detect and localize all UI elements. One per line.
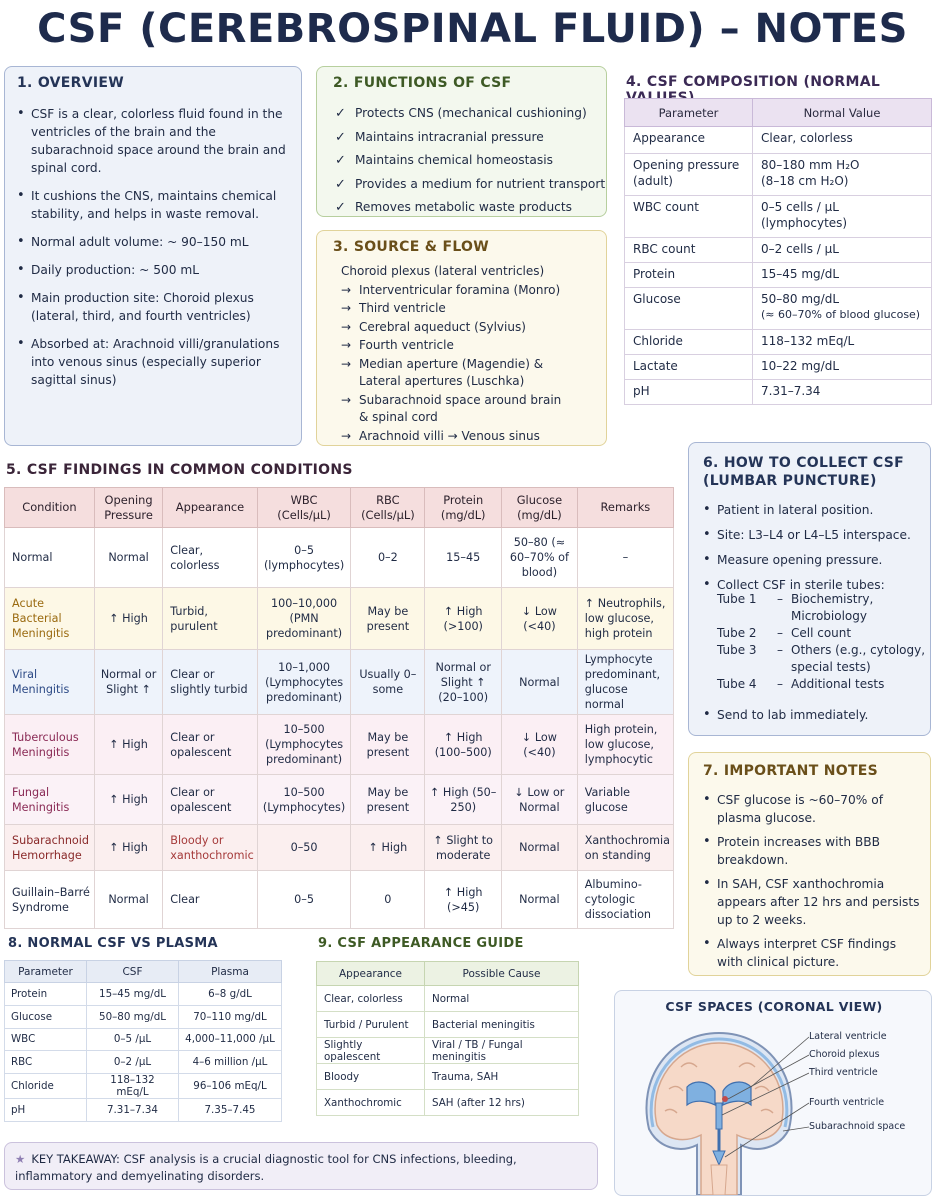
flow-step: → Interventricular foramina (Monro) (341, 282, 603, 300)
table-cell: Clear or slightly turbid (163, 650, 257, 715)
overview-box (4, 66, 302, 446)
table-cell: pH (5, 1099, 87, 1122)
table-cell: High protein, low glucose, lymphocytic (577, 715, 673, 775)
takeaway-body: CSF analysis is a crucial diagnostic tool for CNS infections, bleeding, inflammatory and demyelinating disorders. (15, 1152, 517, 1183)
lumbar-subtitle: (LUMBAR PUNCTURE) (703, 473, 877, 489)
table-row (625, 154, 932, 196)
table-row (625, 196, 932, 238)
table-cell: Viral / TB / Fungal meningitis (425, 1038, 579, 1064)
table-cell: ↑ High (100–500) (425, 715, 502, 775)
table-cell: 80–180 mm H₂O (8–18 cm H₂O) (753, 154, 932, 196)
table-row (317, 986, 579, 1012)
table-cell: Normal (94, 528, 162, 588)
plasma-table (4, 960, 282, 1122)
table-cell: 50–80 mg/dL (≈ 60–70% of blood glucose) (753, 288, 932, 330)
table-cell: ↑ Neutrophils, low glucose, high protein (577, 588, 673, 650)
table-row (625, 238, 932, 263)
table-cell: 0–2 /µL (87, 1051, 179, 1074)
table-row (5, 1051, 282, 1074)
table-cell: 15–45 mg/dL (753, 263, 932, 288)
takeaway-text (15, 1151, 585, 1185)
flow-list (341, 263, 603, 445)
table-cell: Clear, colorless (753, 127, 932, 154)
spinal-cord (711, 1165, 727, 1195)
table-cell: ↑ High (351, 825, 425, 871)
label-choroid-plexus: Choroid plexus (809, 1049, 880, 1060)
list-item: • Measure opening pressure. (701, 551, 925, 569)
table-cell: Bacterial meningitis (425, 1012, 579, 1038)
brain-coronal-diagram (629, 1019, 809, 1195)
list-item: • Send to lab immediately. (701, 706, 925, 724)
page-title: CSF (CEREBROSPINAL FLUID) – NOTES (37, 6, 908, 52)
takeaway-label: KEY TAKEAWAY: (31, 1152, 120, 1166)
lumbar-list (701, 501, 925, 594)
table-cell: 100–10,000 (PMN predominant) (257, 588, 351, 650)
table-cell: Bloody (317, 1064, 425, 1090)
table-cell: 7.31–7.34 (753, 380, 932, 405)
tube-row: Tube 1 – Biochemistry, Microbiology (717, 592, 874, 623)
arrow-icon: → (341, 392, 352, 407)
table-cell: 0–5 /µL (87, 1028, 179, 1051)
table-row (317, 1090, 579, 1116)
list-item: ✓ Provides a medium for nutrient transport (335, 173, 605, 197)
table-row (5, 650, 674, 715)
table-cell: 0–2 cells / µL (753, 238, 932, 263)
list-item: • It cushions the CNS, maintains chemical stability, and helps in waste removal. (15, 187, 295, 223)
table-row (5, 825, 674, 871)
list-item: • Collect CSF in sterile tubes: (701, 576, 925, 594)
table-cell: 7.31–7.34 (87, 1099, 179, 1122)
lumbar-title: 6. HOW TO COLLECT CSF (703, 455, 904, 471)
appearance-table (316, 961, 579, 1116)
table-cell: Normal (502, 825, 578, 871)
table-cell: Turbid / Purulent (317, 1012, 425, 1038)
table-cell: 10–500 (Lymphocytes) (257, 775, 351, 825)
table-cell: WBC count (625, 196, 753, 238)
label-subarachnoid-space: Subarachnoid space (809, 1121, 906, 1132)
check-icon: ✓ (335, 153, 346, 168)
arrow-icon: → (341, 319, 352, 334)
table-cell: ↓ Low (<40) (502, 588, 578, 650)
table-cell: Glucose (5, 1005, 87, 1028)
table-cell: ↑ High (94, 825, 162, 871)
flow-step-cont: Lateral apertures (Luschka) (359, 374, 525, 388)
list-item: • Normal adult volume: ~ 90–150 mL (15, 233, 295, 251)
flow-step: → Third ventricle (341, 300, 603, 318)
table-header: Possible Cause (425, 962, 579, 986)
appearance-title: 9. CSF APPEARANCE GUIDE (318, 936, 524, 951)
composition-table (624, 98, 932, 405)
table-row (5, 528, 674, 588)
table-header-row (625, 99, 932, 127)
flow-step: → Subarachnoid space around brain (341, 392, 603, 410)
table-row (625, 127, 932, 154)
overview-title: 1. OVERVIEW (17, 75, 124, 91)
table-header: Opening Pressure (94, 488, 162, 528)
tube-row: Tube 4 – Additional tests (717, 677, 885, 691)
important-box (688, 752, 931, 976)
table-row (5, 983, 282, 1006)
flow-step: → Fourth ventricle (341, 337, 603, 355)
table-cell: RBC count (625, 238, 753, 263)
table-cell: ↑ High (94, 775, 162, 825)
table-row (317, 1038, 579, 1064)
diagram-box (614, 990, 932, 1196)
flow-start: Choroid plexus (lateral ventricles) (341, 264, 545, 278)
lateral-ventricle-left (687, 1082, 715, 1105)
table-cell: 118–132 mEq/L (87, 1074, 179, 1099)
table-cell: Normal or Slight ↑ (94, 650, 162, 715)
table-cell: Fungal Meningitis (5, 775, 95, 825)
table-cell: ↓ Low (<40) (502, 715, 578, 775)
list-item: • Patient in lateral position. (701, 501, 925, 519)
third-ventricle (716, 1103, 722, 1129)
table-cell: Lactate (625, 355, 753, 380)
arrow-icon: → (341, 356, 352, 371)
table-cell: SAH (after 12 hrs) (425, 1090, 579, 1116)
table-cell: 70–110 mg/dL (179, 1005, 282, 1028)
choroid-plexus-mark (722, 1096, 728, 1102)
list-item: ✓ Maintains chemical homeostasis (335, 149, 605, 173)
table-row (625, 263, 932, 288)
table-header: Appearance (317, 962, 425, 986)
table-cell: ↓ Low or Normal (502, 775, 578, 825)
functions-list (335, 102, 605, 220)
list-item: • Site: L3–L4 or L4–L5 interspace. (701, 526, 925, 544)
findings-table (4, 487, 674, 929)
important-list (701, 791, 923, 971)
table-cell: Tuberculous Meningitis (5, 715, 95, 775)
table-cell: Xanthochromic (317, 1090, 425, 1116)
table-cell: Protein (625, 263, 753, 288)
table-cell: Chloride (5, 1074, 87, 1099)
table-cell: 0–5 cells / µL (lymphocytes) (753, 196, 932, 238)
table-cell: 10–22 mg/dL (753, 355, 932, 380)
table-cell: ↑ High (94, 715, 162, 775)
table-cell: Normal (502, 871, 578, 929)
list-item: • CSF is a clear, colorless fluid found in the ventricles of the brain and the subarachnoid space around the brain and spinal cord. (15, 105, 295, 177)
table-header: RBC (Cells/µL) (351, 488, 425, 528)
table-row (625, 380, 932, 405)
flow-title: 3. SOURCE & FLOW (333, 239, 489, 255)
table-cell: Subarachnoid Hemorrhage (5, 825, 95, 871)
check-icon: ✓ (335, 129, 346, 145)
label-fourth-ventricle: Fourth ventricle (809, 1097, 885, 1108)
flow-box (316, 230, 607, 446)
table-row (317, 1064, 579, 1090)
list-item: ✓ Removes metabolic waste products (335, 196, 605, 220)
list-item: • Main production site: Choroid plexus (lateral, third, and fourth ventricles) (15, 289, 295, 325)
tube-list (717, 591, 927, 693)
arrow-icon: → (341, 338, 352, 352)
flow-step: → Cerebral aqueduct (Sylvius) (341, 319, 603, 337)
table-cell: 7.35–7.45 (179, 1099, 282, 1122)
table-header: Plasma (179, 961, 282, 983)
table-row (5, 1099, 282, 1122)
label-lateral-ventricle: Lateral ventricle (809, 1031, 887, 1042)
label-third-ventricle: Third ventricle (809, 1067, 878, 1078)
table-cell: Clear, colorless (317, 986, 425, 1012)
list-item: • In SAH, CSF xanthochromia appears after 12 hrs and persists up to 2 weeks. (701, 875, 923, 929)
table-cell: 6–8 g/dL (179, 983, 282, 1006)
table-cell: 10–1,000 (Lymphocytes predominant) (257, 650, 351, 715)
list-item: ✓ Protects CNS (mechanical cushioning) (335, 102, 605, 126)
table-cell: Bloody or xanthochromic (163, 825, 257, 871)
lateral-ventricle-right (723, 1082, 751, 1105)
arrow-icon: → (341, 428, 352, 443)
table-cell: pH (625, 380, 753, 405)
list-item: • Protein increases with BBB breakdown. (701, 833, 923, 869)
table-header: Appearance (163, 488, 257, 528)
table-cell: ↑ Slight to moderate (425, 825, 502, 871)
table-row (5, 715, 674, 775)
tube-row: Tube 2 – Cell count (717, 626, 852, 640)
table-header: Remarks (577, 488, 673, 528)
tube-row: Tube 3 – Others (e.g., cytology, special tests) (717, 643, 926, 674)
table-cell: Normal (94, 871, 162, 929)
table-cell: 4,000–11,000 /µL (179, 1028, 282, 1051)
table-cell: Guillain–Barré Syndrome (5, 871, 95, 929)
table-header: Glucose (mg/dL) (502, 488, 578, 528)
table-cell: Appearance (625, 127, 753, 154)
table-cell: Normal (5, 528, 95, 588)
table-cell: 0–5 (lymphocytes) (257, 528, 351, 588)
table-cell: 50–80 (≈ 60–70% of blood) (502, 528, 578, 588)
table-cell: Viral Meningitis (5, 650, 95, 715)
table-header: Protein (mg/dL) (425, 488, 502, 528)
table-cell: 0 (351, 871, 425, 929)
table-cell: Clear (163, 871, 257, 929)
check-icon: ✓ (335, 176, 346, 192)
table-header: Parameter (625, 99, 753, 127)
table-row (5, 1074, 282, 1099)
list-item: ✓ Maintains intracranial pressure (335, 126, 605, 150)
list-item: • Absorbed at: Arachnoid villi/granulations into venous sinus (especially superior sagittal sinus) (15, 335, 295, 389)
findings-title: 5. CSF FINDINGS IN COMMON CONDITIONS (6, 462, 353, 478)
diagram-title: CSF SPACES (CORONAL VIEW) (665, 999, 883, 1014)
table-cell: Albumino-cytologic dissociation (577, 871, 673, 929)
table-row (5, 775, 674, 825)
table-row (625, 330, 932, 355)
table-cell: 0–5 (257, 871, 351, 929)
overview-list (15, 105, 295, 389)
star-icon: ★ (15, 1152, 26, 1166)
table-cell: RBC (5, 1051, 87, 1074)
table-cell: Slightly opalescent (317, 1038, 425, 1064)
table-cell: Lymphocyte predominant, glucose normal (577, 650, 673, 715)
table-cell: Normal (425, 986, 579, 1012)
plasma-title: 8. NORMAL CSF VS PLASMA (8, 936, 218, 951)
table-cell: 4–6 million /µL (179, 1051, 282, 1074)
table-cell: Chloride (625, 330, 753, 355)
list-item: • Always interpret CSF findings with clinical picture. (701, 935, 923, 971)
table-cell: 50–80 mg/dL (87, 1005, 179, 1028)
table-header: Parameter (5, 961, 87, 983)
table-cell: ↑ High (50–250) (425, 775, 502, 825)
table-cell: Usually 0–some (351, 650, 425, 715)
table-cell: 96–106 mEq/L (179, 1074, 282, 1099)
table-row (5, 871, 674, 929)
flow-step: → Median aperture (Magendie) & (341, 356, 603, 374)
table-cell: Variable glucose (577, 775, 673, 825)
arrow-icon: → (341, 301, 352, 315)
table-row (5, 1005, 282, 1028)
table-header-row (5, 961, 282, 983)
table-cell: 15–45 (425, 528, 502, 588)
table-cell: Glucose (625, 288, 753, 330)
table-cell: Opening pressure (adult) (625, 154, 753, 196)
table-header: Condition (5, 488, 95, 528)
table-cell: – (577, 528, 673, 588)
table-cell: Normal or Slight ↑ (20–100) (425, 650, 502, 715)
table-cell: Clear, colorless (163, 528, 257, 588)
list-item: • Daily production: ~ 500 mL (15, 261, 295, 279)
table-cell: May be present (351, 588, 425, 650)
table-cell: 10–500 (Lymphocytes predominant) (257, 715, 351, 775)
table-cell: WBC (5, 1028, 87, 1051)
takeaway-box (4, 1142, 598, 1190)
table-header: WBC (Cells/µL) (257, 488, 351, 528)
table-row (625, 355, 932, 380)
flow-step: → Arachnoid villi → Venous sinus (341, 428, 603, 446)
composition-title: 4. CSF COMPOSITION (NORMAL (626, 74, 881, 90)
table-cell: 0–2 (351, 528, 425, 588)
table-cell: 0–50 (257, 825, 351, 871)
table-cell: Protein (5, 983, 87, 1006)
check-icon: ✓ (335, 200, 346, 215)
table-cell: May be present (351, 775, 425, 825)
arrow-icon: → (341, 282, 352, 297)
lumbar-box (688, 442, 931, 736)
table-row (5, 588, 674, 650)
check-icon: ✓ (335, 106, 346, 121)
table-cell: Clear or opalescent (163, 715, 257, 775)
table-cell: Clear or opalescent (163, 775, 257, 825)
table-cell: ↑ High (>100) (425, 588, 502, 650)
important-title: 7. IMPORTANT NOTES (703, 763, 879, 779)
table-header: CSF (87, 961, 179, 983)
table-cell: ↑ High (94, 588, 162, 650)
table-cell: Trauma, SAH (425, 1064, 579, 1090)
table-header: Normal Value (753, 99, 932, 127)
table-cell: Turbid, purulent (163, 588, 257, 650)
table-cell: May be present (351, 715, 425, 775)
table-header-row (5, 488, 674, 528)
table-cell: ↑ High (>45) (425, 871, 502, 929)
list-item: • CSF glucose is ~60–70% of plasma glucose. (701, 791, 923, 827)
table-header-row (317, 962, 579, 986)
table-row (317, 1012, 579, 1038)
flow-step-cont: & spinal cord (359, 410, 438, 424)
table-cell: 118–132 mEq/L (753, 330, 932, 355)
lumbar-final (701, 706, 925, 724)
table-cell: Normal (502, 650, 578, 715)
table-row (625, 288, 932, 330)
functions-box (316, 66, 607, 217)
table-cell: Xanthochromia on standing (577, 825, 673, 871)
table-cell: 15–45 mg/dL (87, 983, 179, 1006)
functions-title: 2. FUNCTIONS OF CSF (333, 75, 512, 91)
table-row (5, 1028, 282, 1051)
table-cell: Acute Bacterial Meningitis (5, 588, 95, 650)
